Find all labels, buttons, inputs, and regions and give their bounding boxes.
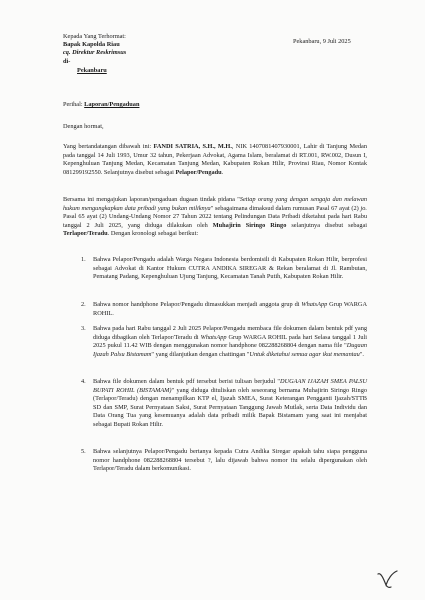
jo-term: jo. <box>360 204 367 212</box>
item-text <box>93 378 367 430</box>
salutation: Dengan hormat, <box>63 123 104 130</box>
subject-label: Perihal: <box>63 101 83 108</box>
recipient: Bapak Kapolda Riau <box>63 41 120 48</box>
item-text-part: " yang diduga dituliskan oleh seseorang bernama Muhajirin Siringo Ringo (Terlapor/Teradu) dengan menampilkan KTP el, Ijazah SMEA, Surat Keterangan Pengganti Ijazah/STTB SD dan SMP, Surat Pernyataan Saksi, Surat Pernyataan Tanggung Jawab Mutlak, serta Data Individu dan Data Orang Tua yang kesemuanya adalah data pribadi milik Bapak Bistamam yang saat ini menjabat sebagai Bupati Rokan Hilir. <box>93 386 368 428</box>
item-text-italic: Untuk diketahui semua agar ikut memantau <box>249 350 360 358</box>
item-text-part: Grup WARGA ROHIL. <box>93 301 367 317</box>
item-text-part: Bahwa file dokumen dalam bentuk pdf tersebut berisi tulisan berjudul " <box>93 378 281 385</box>
item-text-italic: WhatsApp <box>200 333 227 341</box>
item-text-italic: WhatsApp <box>301 301 328 308</box>
item-text-part: " yang dilanjutkan dengan chattingan " <box>151 350 250 358</box>
cq-line: cq. Direktur Reskrimsus <box>63 49 127 56</box>
reporter-name: FANDI SATRIA, S.H., M.H. <box>153 143 232 150</box>
complaint-text: selanjutnya disebut sebagai <box>286 221 368 229</box>
subject-value: Laporan/Pengaduan <box>84 101 140 108</box>
item-number: 4. <box>81 378 86 385</box>
signature-initial <box>375 568 401 590</box>
place-date: Pekanbaru, 9 Juli 2025 <box>293 38 351 45</box>
intro-text: . <box>221 168 224 176</box>
item-text-italic: DUGAAN IJAZAH SMEA PALSU BUPATI ROHIL (BISTAMAM) <box>93 378 367 394</box>
item-text-part: Bahwa pada hari Rabu tanggal 2 Juli 2025 Pelapor/Pengadu membaca file dokumen dalam bentuk pdf yang diduga dibagikan oleh Terlapor/Teradu di <box>93 325 367 341</box>
reported-role: Terlapor/Teradu <box>63 230 108 238</box>
complaint-paragraph <box>63 196 367 239</box>
item-text-italic: Dugaan Ijazah Palsu Bistamam <box>93 342 367 358</box>
offense-quote: Setiap orang yang dengan sengaja dan melawan hukum mengungkapkan data pribadi yang bukan miliknya <box>63 196 368 212</box>
item-text-part: ". <box>359 350 364 358</box>
greeting: Kepada Yang Terhormat: <box>63 33 126 40</box>
reporter-role: Pelapor/Pengadu <box>175 168 222 176</box>
item-number: 3. <box>81 325 86 332</box>
item-text <box>93 325 367 359</box>
complaint-text: Pasal 65 ayat (2) Undang-Undang Nomor 27 Tahun 2022 tentang Pelindungan Data Pribadi diketahui pada hari Rabu tanggal 2 Juli 2025, yang diduga dilakukan oleh <box>63 213 367 229</box>
item-text-part: Bahwa nomor handphone Pelapor/Pengadu dimasukkan menjadi anggota grup di <box>93 301 302 308</box>
complaint-text: Bersama ini mengajukan laporan/pengaduan dugaan tindak pidana " <box>63 196 240 203</box>
complaint-text: " sebagaimana dimaksud dalam rumusan Pasal 67 ayat (2) <box>210 204 361 212</box>
di-line: di- <box>63 58 71 65</box>
complaint-text: . Dengan kronologi sebagai berikut: <box>107 230 199 238</box>
item-number: 5. <box>81 448 86 455</box>
reported-name: Muhajirin Siringo Ringo <box>212 221 287 229</box>
item-number: 2. <box>81 301 86 308</box>
intro-text: Yang bertandatangan dibawah ini: <box>63 143 154 150</box>
location: Pekanbaru <box>77 67 107 74</box>
item-number: 1. <box>81 256 86 263</box>
item-text: Bahwa Pelapor/Pengadu adalah Warga Negara Indonesia berdomisili di Kabupaten Rokan Hilir, berprofesi sebagai Advokat di Kantor Hukum CUTRA ANDIKA SIREGAR & Rekan beralamat di Jl. Rambutan, Pematang Padang, Kepenghuluan Ujung Tanjung, Kecamatan Tanah Putih, Kabupaten Rokan Hilir. <box>93 256 367 281</box>
item-text-part: Grup WARGA ROHIL pada hari Selasa tanggal 1 Juli 2025 pukul 11.42 WIB dengan menggunakan nomor handphone 082288268804 dengan nama file " <box>93 333 367 350</box>
subject-line <box>63 101 139 110</box>
item-text: Bahwa selanjutnya Pelapor/Pengadu bertanya kepada Cutra Andika Siregar apakah tahu siapa pengguna nomor handphone 082288268804 tersebut ?, lalu dijawab bahwa nomor itu selalu dipergunakan oleh Terlapor/Teradu dalam berkomunikasi. <box>93 448 367 473</box>
intro-text: , NIK 1407081407930001, Lahir di Tanjung Medan pada tanggal 14 Juli 1993, Umur 32 tahun, Pekerjaan Advokat, Agama Islam, beralamat di RT.001, RW.002, Dusun I, Kepenghuluan Tanjung Medan, Kecamatan Tanjung Medan, Kabupaten Rokan Hilir, Provinsi Riau, Nomor Kontak 081299192550. Selanjutnya disebut sebagai <box>63 143 367 176</box>
intro-paragraph <box>63 143 367 177</box>
item-text <box>93 301 367 318</box>
